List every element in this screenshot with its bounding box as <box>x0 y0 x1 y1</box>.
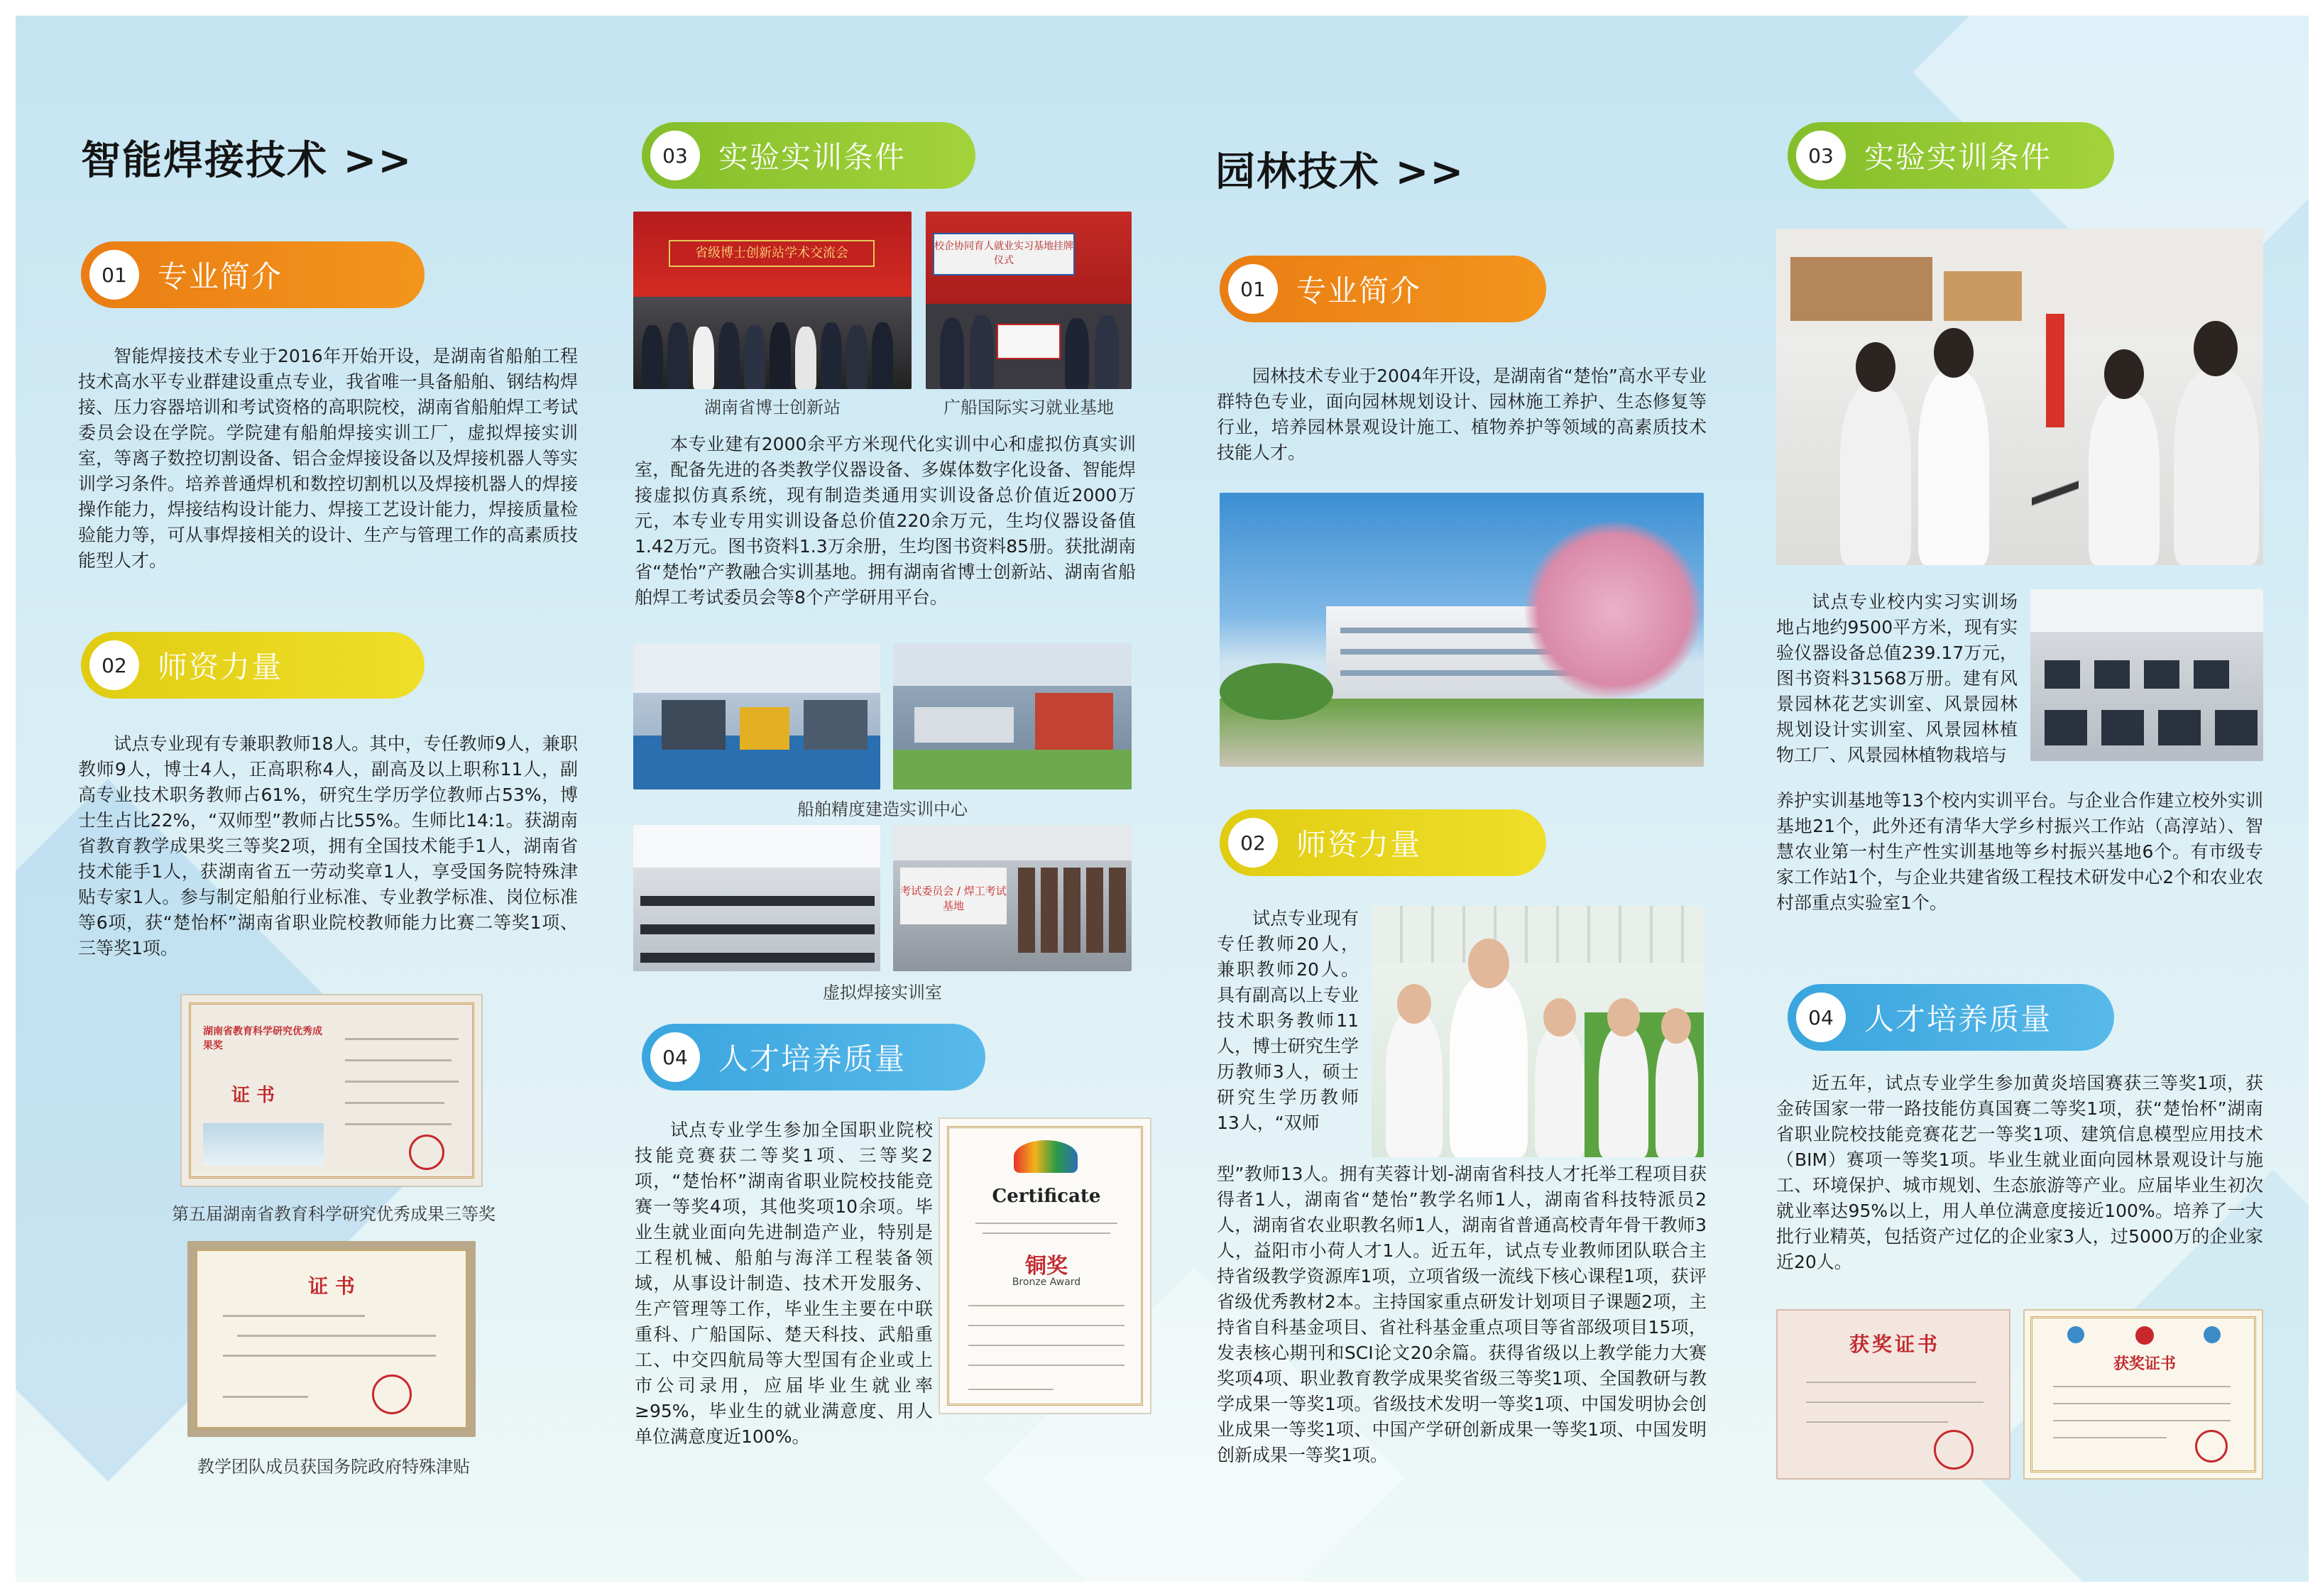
landscape-intro-text: 园林技术专业于2004年开设，是湖南省“楚怡”高水平专业群特色专业，面向园林规划设计、园林施工养护、生态修复等行业，培养园林景观设计施工、植物养护等领域的高素质技术技能人才。 <box>1217 366 1707 463</box>
seal-stamp <box>1934 1430 1974 1470</box>
caption-ship-center: 船舶精度建造实训中心 <box>797 799 968 819</box>
logo-mark <box>2135 1326 2154 1345</box>
ship-center-photo-2 <box>893 643 1132 789</box>
caption-gsi-base: 广船国际实习就业基地 <box>943 398 1114 417</box>
welding-intro-text: 智能焊接技术专业于2016年开始开设，是湖南省船舶工程技术高水平专业群建设重点专业，我省唯一具备船舶、钢结构焊接、压力容器培训和考试资格的高职院校，湖南省船舶焊工考试委员会设在学院。学院建有船舶焊接实训工厂，虚拟焊接实训室，等离子数控切割设备、铝合金焊接设备以及焊接机器人等实训学习条件。培养普通焊机和数控切割机以及焊接机器人的焊接操作能力，焊接结构设计能力、焊接工艺设计能力，焊接质量检验能力等，可从事焊接相关的设计、生产与管理工作的高素质技能型人才。 <box>78 346 578 571</box>
section-label: 专业简介 <box>1296 273 1422 308</box>
lab-students-photo <box>1776 229 2263 565</box>
bronze-certificate-photo <box>939 1117 1151 1414</box>
award-certificate-red-photo <box>1776 1309 2010 1480</box>
welding-faculty-text: 试点专业现有专兼职教师18人。其中，专任教师9人，兼职教师9人，博士4人，正高职称4人，副高及以上职称11人，副高专业技术职务教师占61%，研究生学历学位教师占53%，博士生占比22%，“双师型”教师占比55%。生师比14:1。获湖南省教育教学成果奖三等奖2项，拥有全国技术能手1人，湖南省技术能手1人，获湖南省五一劳动奖章1人，享受国务院特殊津贴专家1人。参与制定船舶行业标准、专业教学标准、岗位标准等6项，获“楚怡杯”湖南省职业院校教师能力比赛二等奖1项、三等奖1项。 <box>78 733 578 958</box>
section-number: 02 <box>89 640 139 690</box>
page-title-landscape: 园林技术 >> <box>1215 149 1465 195</box>
section-number: 03 <box>1796 131 1846 180</box>
virtual-lab-photo-1 <box>633 825 880 971</box>
section-header-landscape-quality <box>1788 984 2114 1051</box>
section-label: 人才培养质量 <box>718 1042 907 1076</box>
logo-mark <box>2067 1326 2084 1343</box>
award-level-en: Bronze Award <box>1012 1277 1081 1288</box>
banner-text: 省级博士创新站学术交流会 <box>669 240 875 267</box>
section-label: 师资力量 <box>1296 827 1422 862</box>
section-number: 01 <box>1228 264 1278 314</box>
section-number: 04 <box>1796 993 1846 1042</box>
section-number: 01 <box>89 250 139 300</box>
section-label: 实验实训条件 <box>718 140 907 175</box>
certificate-word: 证 书 <box>231 1085 275 1106</box>
certificate-word: 证 书 <box>308 1274 355 1298</box>
section-label: 师资力量 <box>158 650 283 684</box>
landscape-labs-text-rest: 养护实训基地等13个校内实训平台。与企业合作建立校外实训基地21个，此外还有清华大学乡村振兴工作站（高淳站）、智慧农业第一村生产性实训基地等乡村振兴基地6个。有市级专家工作站1个，与企业共建省级工程技术研发中心2个和农业农村部重点实验室1个。 <box>1776 790 2263 913</box>
gsi-base-photo <box>926 212 1132 389</box>
caption-award-state: 教学团队成员获国务院政府特殊津贴 <box>197 1457 470 1477</box>
seal-stamp <box>372 1374 412 1414</box>
section-header-welding-intro <box>81 241 425 308</box>
state-certificate-photo <box>187 1241 476 1437</box>
certificate-word: 获奖证书 <box>1849 1333 1940 1356</box>
ship-center-photo-1 <box>633 643 880 789</box>
campus-photo <box>1220 493 1704 767</box>
caption-award-edu: 第五届湖南省教育科学研究优秀成果三等奖 <box>172 1204 496 1224</box>
welding-quality-text: 试点专业学生参加全国职业院校技能竞赛获二等奖1项、三等奖2项，“楚怡杯”湖南省职业院校技能竞赛一等奖4项，其他奖项10余项。毕业生就业面向先进制造产业，特别是工程机械、船舶与海洋工程装备领域，从事设计制造、技术开发服务、生产管理等工作，毕业生主要在中联重科、广船国际、楚天科技、武船重工、中交四航局等大型国有企业或上市公司录用，应届毕业生就业率≥95%，毕业生的就业满意度、用人单位满意度近100%。 <box>635 1120 933 1447</box>
section-number: 02 <box>1228 818 1278 868</box>
section-label: 专业简介 <box>158 259 283 294</box>
certificate-word: Certificate <box>992 1186 1101 1207</box>
landscape-labs-text-side: 试点专业校内实习实训场地占地约9500平方米，现有实验仪器设备总值239.17万元，图书资料31568万册。建有风景园林花艺实训室、风景园林规划设计实训室、风景园林植物工厂、风景园林植物栽培与 <box>1776 591 2018 765</box>
landscape-quality-text: 近五年，试点专业学生参加黄炎培国赛获三等奖1项，获金砖国家一带一路技能仿真国赛二等奖1项，获“楚怡杯”湖南省职业院校技能竞赛花艺一等奖1项、建筑信息模型应用技术（BIM）赛项一等奖1项。毕业生就业面向园林景观设计与施工、环境保护、城市规划、生态旅游等产业。应届毕业生初次就业率达95%以上，用人单位满意度接近100%。培养了一大批行业精英，包括资产过亿的企业家3人，过5000万的企业家近20人。 <box>1776 1073 2263 1272</box>
banner-text: 校企协同育人就业实习基地挂牌仪式 <box>933 233 1075 275</box>
landscape-faculty-text-side: 试点专业现有专任教师20人，兼职教师20人。具有副高以上专业技术职务教师11人，博士研究生学历教师3人，硕士研究生学历教师13人，“双师 <box>1217 908 1359 1133</box>
section-number: 04 <box>650 1032 700 1082</box>
brochure-spread <box>16 16 2309 1582</box>
section-label: 人才培养质量 <box>1864 1002 2052 1037</box>
logo-mark <box>2204 1326 2221 1343</box>
caption-doctor-station: 湖南省博士创新站 <box>704 398 841 417</box>
award-certificate-photo <box>180 994 483 1187</box>
virtual-lab-photo-2 <box>893 825 1132 971</box>
landscape-faculty-text-rest: 型”教师13人。拥有芙蓉计划-湖南省科技人才托举工程项目获得者1人，湖南省“楚怡”教学名师1人，湖南省科技特派员2人，湖南省农业职教名师1人，湖南省普通高校青年骨干教师3人，益阳市小荷人才1人。近五年，试点专业教师团队联合主持省级教学资源库1项，立项省级一流线下核心课程1项，获评省级优秀教材2本。主持国家重点研发计划项目子课题2项，主持省自科基金项目、省社科基金重点项目等省部级项目15项，发表核心期刊和SCI论文20余篇。获得省级以上教学能力大赛奖项4项、职业教育教学成果奖省级三等奖1项、全国教研与教学成果一等奖1项。省级技术发明一等奖1项、中国发明协会创业成果一等奖1项、中国产学研创新成果一等奖1项、中国发明创新成果一等奖1项。 <box>1217 1164 1707 1465</box>
welding-labs-text: 本专业建有2000余平方米现代化实训中心和虚拟仿真实训室，配备先进的各类教学仪器设备、多媒体数字化设备、智能焊接虚拟仿真系统，现有制造类通用实训设备总价值近2000万元，本专业专用实训设备总价值220余万元，生均仪器设备值1.42万元。图书资料1.3万余册，生均图书资料85册。获批湖南省“楚怡”产教融合实训基地。拥有湖南省博士创新站、湖南省船舶焊工考试委员会等8个产学研用平台。 <box>635 434 1136 608</box>
caption-virtual-lab: 虚拟焊接实训室 <box>823 983 942 1002</box>
award-certificate-white-photo <box>2023 1309 2263 1480</box>
seal-stamp <box>2195 1430 2228 1463</box>
page-title-welding: 智能焊接技术 >> <box>81 138 413 184</box>
seal-stamp <box>409 1135 444 1170</box>
section-label: 实验实训条件 <box>1864 140 2052 175</box>
award-level: 铜奖 <box>1025 1254 1068 1279</box>
greenhouse-teaching-photo <box>1372 906 1704 1157</box>
doctor-station-photo <box>633 212 912 389</box>
section-header-landscape-intro <box>1220 256 1546 322</box>
section-header-welding-quality <box>642 1024 985 1091</box>
section-header-welding-faculty <box>81 632 425 699</box>
computer-lab-photo <box>2030 589 2263 761</box>
wall-sign: 考试委员会 / 焊工考试基地 <box>900 868 1007 924</box>
certificate-heading: 湖南省教育科学研究优秀成果奖 <box>203 1026 322 1051</box>
certificate-word: 获奖证书 <box>2113 1355 2176 1373</box>
competition-logo <box>1014 1140 1078 1173</box>
section-header-welding-labs <box>642 122 975 189</box>
section-number: 03 <box>650 131 700 180</box>
section-header-landscape-faculty <box>1220 809 1546 876</box>
section-header-landscape-labs <box>1788 122 2114 189</box>
